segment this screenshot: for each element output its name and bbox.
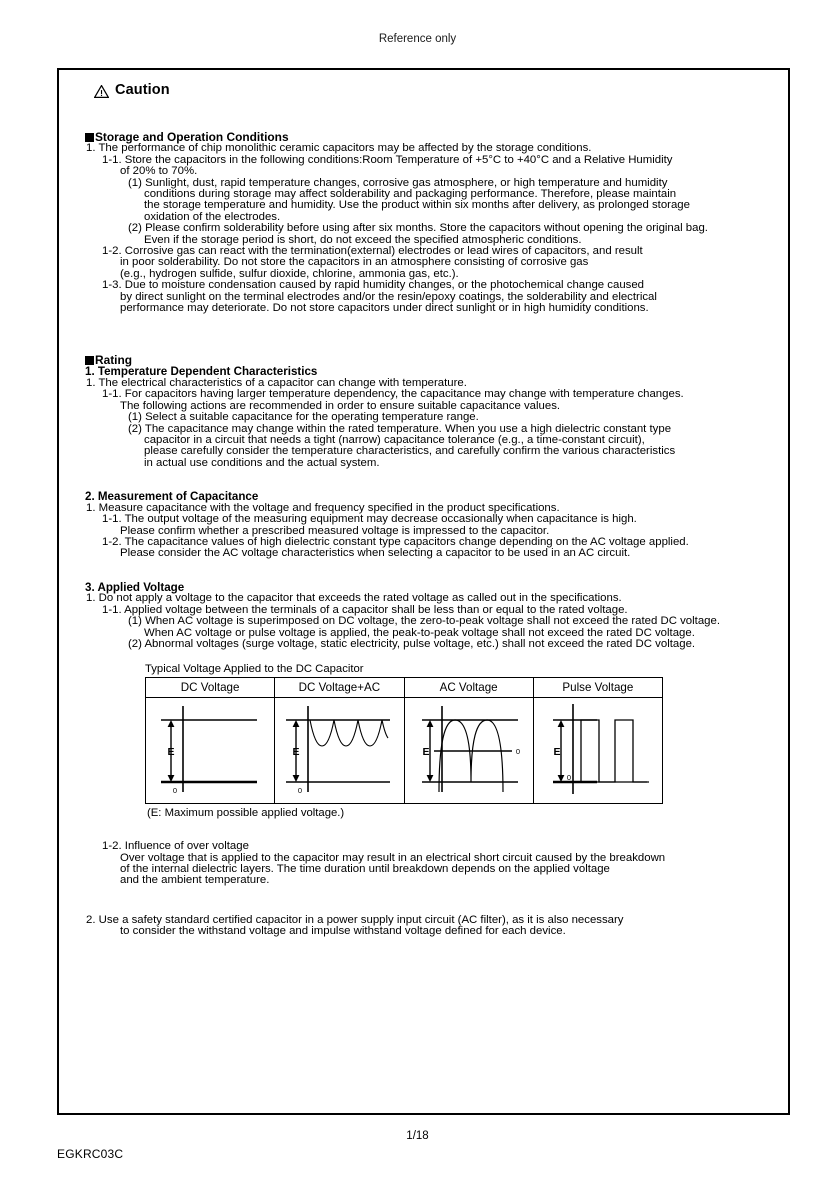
- e-label: E: [553, 746, 561, 759]
- body-line: (1) Select a suitable capacitance for the operating temperature range.: [128, 411, 479, 424]
- body-line: 1-2. Corrosive gas can react with the termination(external) electrodes or lead wires of capacitors, and result: [102, 245, 643, 258]
- body-line: The following actions are recommended in order to ensure suitable capacitance values.: [120, 399, 561, 412]
- body-line: 1-2. The capacitance values of high dielectric constant type capacitors change depending on the AC voltage applied.: [102, 536, 689, 549]
- table-header-row: [146, 677, 663, 697]
- body-line: conditions during storage may affect solderability and packaging performance. Therefore, please maintain: [144, 188, 677, 201]
- waveform-cell-dc-voltage: [146, 697, 275, 803]
- over-voltage-body: [73, 841, 774, 887]
- black-square-bullet-icon: [85, 356, 94, 365]
- voltage-table-caption: Typical Voltage Applied to the DC Capacitor: [145, 662, 364, 675]
- body-line: (1) Sunlight, dust, rapid temperature changes, corrosive gas atmosphere, or high temperature and humidity: [128, 176, 668, 189]
- body-line: Please consider the AC voltage characteristics when selecting a capacitor to be used in an AC circuit.: [120, 547, 631, 560]
- column-header-ac-voltage: AC Voltage: [404, 677, 533, 697]
- caution-frame: [57, 68, 790, 1115]
- body-line: of 20% to 70%.: [120, 165, 198, 178]
- warning-triangle-icon: [94, 85, 109, 98]
- body-line: When AC voltage or pulse voltage is applied, the peak-to-peak voltage shall not exceed the rated DC voltage.: [144, 626, 695, 639]
- pulse-voltage-waveform-icon: [537, 700, 659, 800]
- body-line: (2) Abnormal voltages (surge voltage, static electricity, pulse voltage, etc.) shall not exceed the rated DC voltage.: [128, 638, 696, 651]
- body-line: (e.g., hydrogen sulfide, sulfur dioxide, chlorine, ammonia gas, etc.).: [120, 267, 459, 280]
- storage-body: [73, 143, 774, 314]
- column-header-dc-voltage-plus-ac: DC Voltage+AC: [275, 677, 404, 697]
- reference-only-header: Reference only: [378, 33, 457, 45]
- body-line: 1-3. Due to moisture condensation caused by rapid humidity changes, or the photochemical change caused: [102, 279, 645, 292]
- body-line: (2) The capacitance may change within the rated temperature. When you use a high dielectric constant type: [128, 422, 672, 435]
- body-line: 1-2. Influence of over voltage: [102, 840, 249, 853]
- measurement-body: [73, 503, 774, 560]
- zero-label: 0: [173, 786, 178, 796]
- body-line: 1. The performance of chip monolithic ceramic capacitors may be affected by the storage conditions.: [86, 142, 592, 155]
- body-line: (1) When AC voltage is superimposed on DC voltage, the zero-to-peak voltage shall not exceed the rated DC voltage.: [128, 615, 721, 628]
- body-line: please carefully consider the temperature characteristics, and carefully confirm the various characteristics: [144, 445, 676, 458]
- voltage-table: [145, 677, 663, 804]
- safety-standard-body: [73, 915, 774, 938]
- body-line: 1. Measure capacitance with the voltage and frequency specified in the product specifications.: [86, 501, 560, 514]
- section-heading-label: Rating: [95, 352, 132, 367]
- body-line: by direct sunlight on the terminal electrodes and/or the resin/epoxy coatings, the solderability and electrical: [120, 290, 657, 303]
- applied-voltage-body: [73, 593, 774, 650]
- caution-title: Caution: [115, 82, 170, 98]
- spacer: [73, 819, 774, 841]
- column-header-dc-voltage: DC Voltage: [146, 677, 275, 697]
- table-row: [146, 697, 663, 803]
- e-label: E: [292, 746, 300, 759]
- body-line: 2. Use a safety standard certified capacitor in a power supply input circuit (AC filter), as it is also necessary: [86, 913, 624, 926]
- subsection-heading-measurement: 2. Measurement of Capacitance: [85, 490, 259, 504]
- subsection-heading-temperature: 1. Temperature Dependent Characteristics: [85, 365, 318, 379]
- subsection-heading-applied-voltage: 3. Applied Voltage: [85, 580, 185, 594]
- body-line: 1. The electrical characteristics of a capacitor can change with temperature.: [86, 377, 467, 389]
- e-label: E: [422, 746, 430, 759]
- dc-voltage-waveform-icon: [149, 700, 271, 800]
- body-line: in poor solderability. Do not store the capacitors in an atmosphere consisting of corrosive gas: [120, 256, 589, 269]
- temperature-body: [73, 378, 774, 469]
- waveform-cell-dc-voltage-plus-ac: [275, 697, 404, 803]
- column-header-pulse-voltage: Pulse Voltage: [533, 677, 662, 697]
- zero-label: 0: [566, 773, 571, 783]
- spacer: [73, 315, 774, 337]
- spacer: [73, 887, 774, 915]
- page-number: 1/18: [406, 1130, 429, 1142]
- body-line: (2) Please confirm solderability before using after six months. Store the capacitors without opening the original bag.: [128, 222, 708, 235]
- body-line: the storage temperature and humidity. Use the product within six months after delivery, as prolonged storage: [144, 199, 690, 212]
- body-line: 1. Do not apply a voltage to the capacitor that exceeds the rated voltage as called out in the specifications.: [86, 592, 622, 605]
- waveform-cell-pulse-voltage: [533, 697, 662, 803]
- ac-voltage-waveform-icon: [408, 700, 530, 800]
- black-square-bullet-icon: [85, 133, 94, 142]
- body-line: 1-1. For capacitors having larger temperature dependency, the capacitance may change with temperature changes.: [102, 388, 684, 401]
- waveform-cell-ac-voltage: [404, 697, 533, 803]
- caution-heading: [94, 83, 774, 98]
- body-line: Even if the storage period is short, do not exceed the specified atmospheric conditions.: [144, 233, 582, 246]
- section-heading-label: Storage and Operation Conditions: [95, 129, 289, 144]
- zero-label: 0: [515, 747, 520, 757]
- spacer: [73, 469, 774, 491]
- body-line: oxidation of the electrodes.: [144, 210, 281, 223]
- body-line: and the ambient temperature.: [120, 874, 270, 887]
- spacer: [73, 560, 774, 582]
- dc-plus-ac-waveform-icon: [278, 700, 400, 800]
- zero-label: 0: [298, 786, 303, 796]
- spacer: [73, 98, 774, 114]
- body-line: capacitor in a circuit that needs a tight (narrow) capacitance tolerance (e.g., a time-constant circuit),: [144, 434, 645, 447]
- voltage-table-wrap: [145, 664, 774, 820]
- e-label: E: [167, 746, 175, 759]
- document-code: EGKRC03C: [57, 1147, 124, 1161]
- body-line: 1-1. Applied voltage between the terminals of a capacitor shall be less than or equal to the rated voltage.: [102, 603, 628, 616]
- body-line: of the internal dielectric layers. The time duration until breakdown depends on the applied voltage: [120, 862, 610, 875]
- voltage-table-note: (E: Maximum possible applied voltage.): [147, 806, 345, 819]
- body-line: Over voltage that is applied to the capacitor may result in an electrical short circuit caused by the breakdown: [120, 851, 666, 864]
- body-line: performance may deteriorate. Do not store capacitors under direct sunlight or in high humidity conditions.: [120, 302, 649, 315]
- body-line: 1-1. The output voltage of the measuring equipment may decrease occasionally when capacitance is high.: [102, 513, 637, 526]
- body-line: to consider the withstand voltage and impulse withstand voltage defined for each device.: [120, 925, 566, 938]
- body-line: 1-1. Store the capacitors in the following conditions:Room Temperature of +5°C to +40°C and a Relative Humidity: [102, 153, 673, 166]
- body-line: Please confirm whether a prescribed measured voltage is impressed to the capacitor.: [120, 524, 550, 537]
- body-line: in actual use conditions and the actual system.: [144, 456, 380, 469]
